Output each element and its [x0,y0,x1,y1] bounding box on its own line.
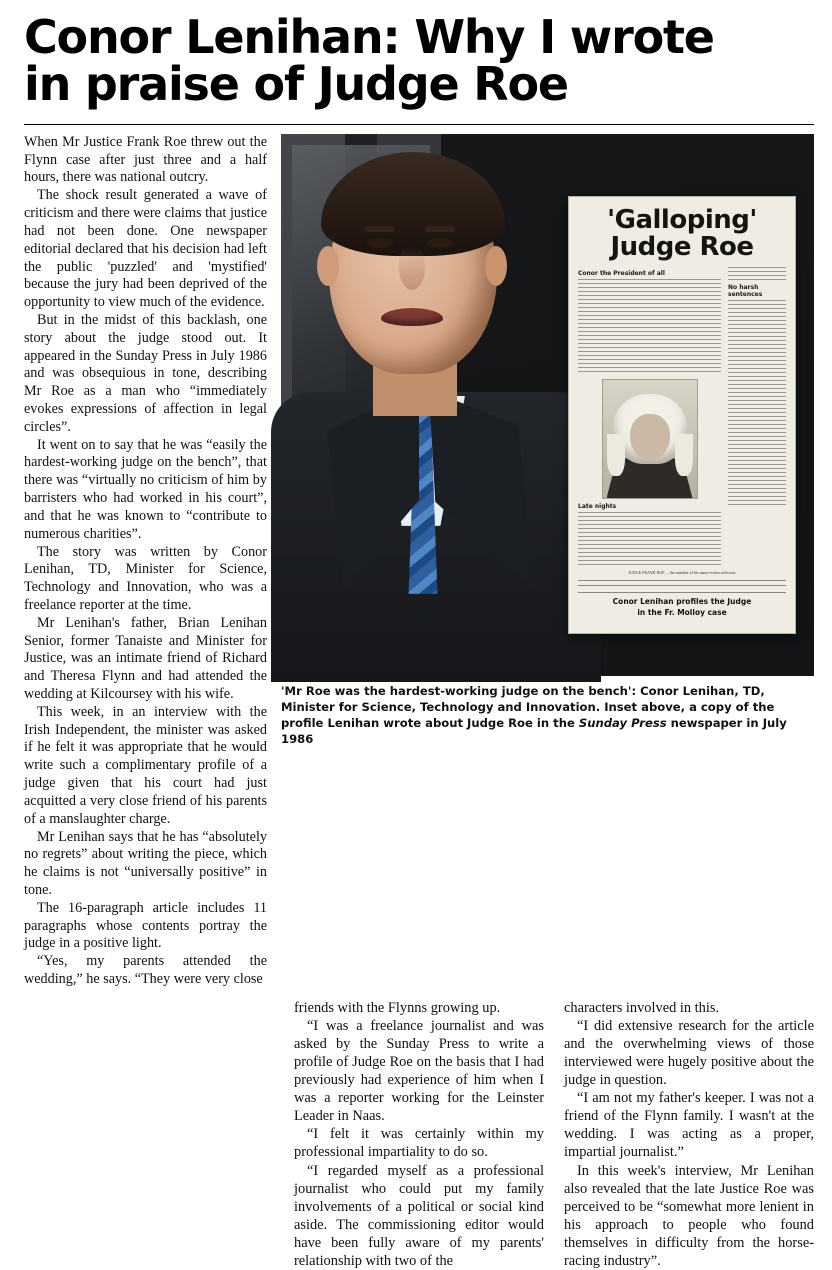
photo-caption-italic: Sunday Press [578,715,667,730]
paragraph: Mr Lenihan says that he has “absolutely no regrets” about writing the piece, which he claims is not “universally positive” in tone. [24,828,267,898]
subject-brow-left [365,226,395,232]
subject-mouth [381,308,443,326]
paragraph: friends with the Flynns growing up. [294,999,501,1016]
clipping-title [578,204,786,263]
paragraph: In this week's interview, Mr Lenihan also revealed that the late Justice Roe was perceived to be “somewhat more lenient in his approach to people who found themselves in difficulty from the horse-racing industry”. [564,1162,814,1269]
lower-columns [24,999,814,1270]
clipping-subhead-right: No harsh sentences [728,284,763,299]
clipping-title-line-1: 'Galloping' [607,204,757,235]
clipping-footer-line-1: Conor Lenihan profiles the Judge [612,597,752,607]
clipping-photo-caption: JUDGE FRANK ROE ... the member of his name evokes affection [628,570,736,576]
header-divider [24,124,814,125]
lower-column-1 [24,999,274,1270]
headline-line-2: in praise of Judge Roe [24,56,568,111]
clipping-footer [578,592,786,617]
photo-caption [281,684,814,748]
clipping-divider-strip [578,580,786,586]
subject-eye-right [427,238,453,248]
clipping-column-2 [728,267,786,568]
headline-line-1: Conor Lenihan: Why I wrote [24,10,714,64]
clipping-text-lines [578,512,721,568]
paragraph: characters involved in this. [564,999,720,1016]
photo-caption-part-2: newspaper in July 1986 [281,715,787,746]
paragraph: Mr Lenihan's father, Brian Lenihan Senior, former Tanaiste and Minister for Justice, was an intimate friend of Richard and Theresa Flynn and had attended the wedding at Kilcoursey with his wife. [24,614,267,702]
photo-block [281,134,814,989]
paragraph: This week, in an interview with the Irish Independent, the minister was asked if he felt it was appropriate that he would write such a complimentary profile of a judge given that his court had just acquitted a very close friend of his parents of a manslaughter charge. [24,703,267,827]
paragraph: When Mr Justice Frank Roe threw out the Flynn case after just three and a half hours, there was national outcry. [24,133,267,186]
clipping-subhead-left: Conor the President of all [578,270,665,278]
body-column-1 [24,134,267,989]
page-title [24,10,814,111]
paragraph: It went on to say that he was “easily the hardest-working judge on the bench”, that there was “virtually no criticism of him by barristers who had worked in his court”, and that he was known to “contribute to numerous charities”. [24,436,267,542]
body-column-3 [564,999,814,1270]
paragraph: “Yes, my parents attended the wedding,” he says. “They were very close [24,953,267,987]
clipping-footer-line-2: in the Fr. Molloy case [637,607,727,617]
top-block [24,134,814,989]
clipping-text-lines [728,300,786,506]
subject-eye-left [367,238,393,248]
paragraph: “I felt it was certainly within my professional impartiality to do so. [294,1126,544,1161]
paragraph: The story was written by Conor Lenihan, TD, Minister for Science, Technology and Innovation, who was a freelance reporter at the time. [24,543,267,613]
paragraph: “I am not my father's keeper. I was not a friend of the Flynn family. I wasn't at the wedding. I was acting as a proper, impartial journalist.” [564,1090,814,1161]
main-photograph [281,134,814,676]
clipping-text-block [578,279,721,375]
body-column-2 [294,999,544,1270]
clipping-title-line-2: Judge Roe [610,232,754,263]
inset-newspaper-clipping [568,196,796,634]
clipping-side-note: Late nights [578,503,617,511]
subject-brow-right [425,226,455,232]
clipping-body [578,267,786,568]
judge-face [630,414,670,460]
clipping-judge-portrait [602,379,698,499]
subject-nose [399,246,425,290]
paragraph: The 16-paragraph article includes 11 paragraphs whose contents portray the judge in a positive light. [24,899,267,952]
clipping-text-block [728,300,786,506]
paragraph: But in the midst of this backlash, one story about the judge stood out. It appeared in the Sunday Press in July 1986 and was obsequious in tone, describing Mr Roe as a man who “immediately evokes expressions of affection in legal circles”. [24,311,267,435]
clipping-text-lines [728,267,786,281]
clipping-column-1 [578,267,721,568]
photo-caption-part-1: 'Mr Roe was the hardest-working judge on the bench': Conor Lenihan, TD, Minister for Science, Technology and Innovation. Inset above, a copy of the profile Lenihan wrote about Judge Roe in the [281,683,775,730]
subject-ear-left [317,246,339,286]
paragraph: “I regarded myself as a professional journalist who could put my family involvements of a political or social kind aside. The commissioning editor would have been fully aware of my parents' relationship with two of the [294,1162,544,1269]
clipping-text-lines [578,279,721,375]
clipping-text-block [728,267,786,281]
paragraph: “I was a freelance journalist and was asked by the Sunday Press to write a profile of Judge Roe on the basis that I had previously had experience of him when I was a reporter working for the Leinster Leader in Naas. [294,1017,544,1125]
clipping-text-block [578,512,721,568]
subject-ear-right [485,246,507,286]
paragraph: The shock result generated a wave of criticism and there were claims that justice had not been done. One newspaper editorial declared that his decision had left the public 'puzzled' and 'mystified' because the jury had been deprived of the opportunity to view much of the evidence. [24,187,267,311]
paragraph: “I did extensive research for the article and the overwhelming views of those interviewed were hugely positive about the judge in question. [564,1017,814,1089]
